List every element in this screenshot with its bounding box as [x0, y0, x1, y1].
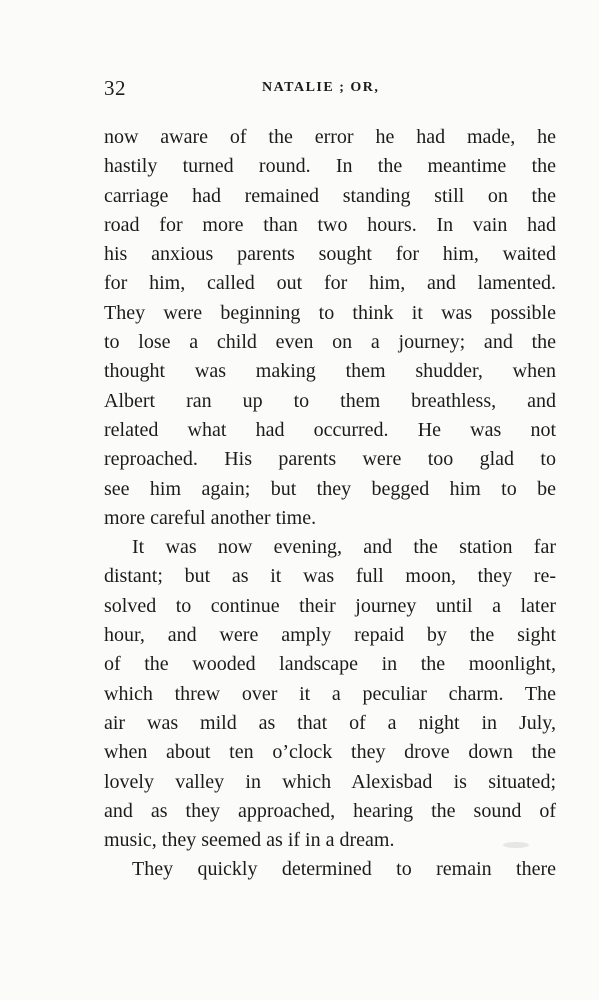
text-line: when about ten o’clock they drove down the: [104, 741, 556, 764]
text-line: distant; but as it was full moon, they re-: [104, 565, 556, 588]
text-line: reproached. His parents were too glad to: [104, 448, 556, 471]
text-line: thought was making them shudder, when: [104, 360, 556, 383]
running-head: NATALIE ; OR,: [262, 80, 380, 95]
text-line: air was mild as that of a night in July,: [104, 711, 556, 734]
text-line: and as they approached, hearing the sound of: [104, 799, 556, 822]
text-line: carriage had remained standing still on the: [104, 184, 556, 207]
text-line: lovely valley in which Alexisbad is situated;: [104, 770, 556, 793]
text-line: his anxious parents sought for him, waited: [104, 243, 556, 266]
text-line: now aware of the error he had made, he: [104, 126, 556, 148]
page-header: [104, 76, 556, 106]
text-line: Albert ran up to them breathless, and: [104, 389, 556, 412]
paragraph-end-line: more careful another time.: [104, 506, 317, 529]
text-line: They were beginning to think it was possible: [104, 301, 556, 324]
text-line: which threw over it a peculiar charm. The: [104, 682, 556, 705]
page-number: 32: [104, 76, 126, 100]
text-line: road for more than two hours. In vain had: [104, 213, 556, 236]
text-line: solved to continue their journey until a later: [104, 594, 556, 617]
text-line: hour, and were amply repaid by the sight: [104, 624, 556, 647]
text-line: hastily turned round. In the meantime the: [104, 155, 556, 178]
paragraph-start-line: It was now evening, and the station far: [132, 536, 556, 559]
text-line: for him, called out for him, and lamented.: [104, 272, 556, 295]
body-text: [104, 123, 556, 885]
text-line: to lose a child even on a journey; and the: [104, 331, 556, 354]
ink-smudge: [503, 842, 529, 848]
text-line: related what had occurred. He was not: [104, 418, 556, 441]
paragraph-start-line: They quickly determined to remain there: [132, 858, 556, 881]
text-line: of the wooded landscape in the moonlight,: [104, 653, 556, 676]
paragraph-end-line: music, they seemed as if in a dream.: [104, 829, 395, 852]
text-line: see him again; but they begged him to be: [104, 477, 556, 500]
